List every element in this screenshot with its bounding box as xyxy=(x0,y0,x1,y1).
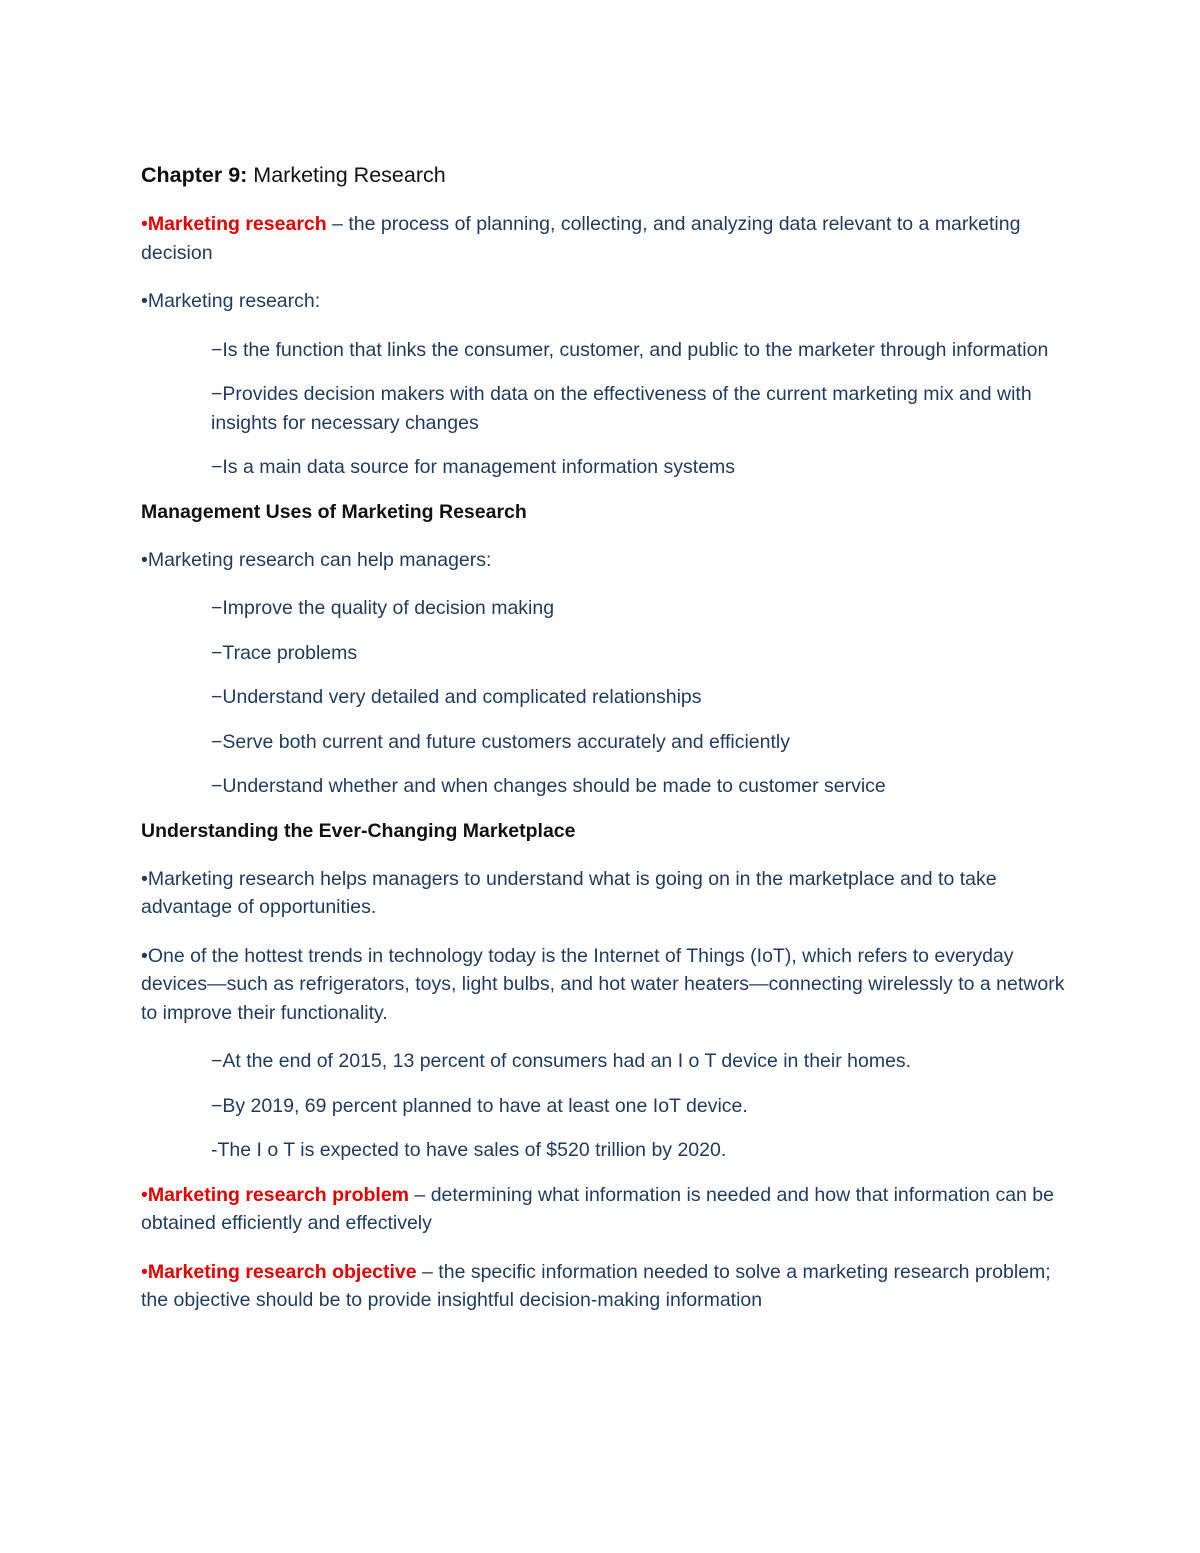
list-item: −Provides decision makers with data on the effectiveness of the current marketing mix and with insights for necessary changes xyxy=(211,383,1032,434)
section-heading-management-uses: Management Uses of Marketing Research xyxy=(141,500,527,523)
document-page xyxy=(141,160,1071,1335)
term-marketing-research: Marketing research xyxy=(147,213,327,235)
list-item: −Improve the quality of decision making xyxy=(211,597,555,619)
chapter-label: Chapter 9: xyxy=(141,163,248,187)
section-heading-marketplace: Understanding the Ever-Changing Marketplace xyxy=(141,819,576,842)
definition-research-problem xyxy=(141,1181,1071,1238)
term-research-objective: Marketing research objective xyxy=(147,1260,417,1283)
list-item: −By 2019, 69 percent planned to have at least one IoT device. xyxy=(211,1094,748,1117)
term-bullet: • xyxy=(141,213,148,235)
list-item: -The I o T is expected to have sales of $520 trillion by 2020. xyxy=(211,1139,727,1161)
list-item: −Is the function that links the consumer, customer, and public to the marketer through information xyxy=(211,338,1049,361)
term-bullet: • xyxy=(141,1183,148,1206)
list-item: −Understand very detailed and complicated relationships xyxy=(211,686,702,708)
definition-text: – determining what information is needed and how that information can be obtained efficiently and effectively xyxy=(141,1183,1054,1234)
list-item: −Serve both current and future customers accurately and efficiently xyxy=(211,730,790,753)
paragraph-marketplace: •Marketing research helps managers to understand what is going on in the marketplace and to take advantage of opportunities. xyxy=(141,867,997,918)
definition-research-objective xyxy=(141,1258,1071,1315)
list-intro-help-managers: •Marketing research can help managers: xyxy=(141,548,492,571)
list-item: −At the end of 2015, 13 percent of consumers had an I o T device in their homes. xyxy=(211,1050,912,1072)
list-item: −Understand whether and when changes should be made to customer service xyxy=(211,775,886,797)
chapter-title: Marketing Research xyxy=(247,163,446,187)
list-item: −Trace problems xyxy=(211,641,358,664)
definition-text: – the process of planning, collecting, and analyzing data relevant to a marketing decision xyxy=(141,213,1021,264)
definition-marketing-research xyxy=(141,210,1071,267)
list-intro-marketing-research: •Marketing research: xyxy=(141,290,321,312)
term-bullet: • xyxy=(141,1260,148,1283)
page-title xyxy=(141,160,1071,190)
term-research-problem: Marketing research problem xyxy=(147,1183,410,1206)
paragraph-iot: •One of the hottest trends in technology today is the Internet of Things (IoT), which refers to everyday devices—such as refrigerators, toys, light bulbs, and hot water heaters—connecting wirelessly to a network to improve their functionality. xyxy=(141,944,1065,1024)
definition-text: – the specific information needed to solve a marketing research problem; the objective should be to provide insightful decision-making information xyxy=(141,1260,1051,1311)
list-item: −Is a main data source for management information systems xyxy=(211,456,736,478)
